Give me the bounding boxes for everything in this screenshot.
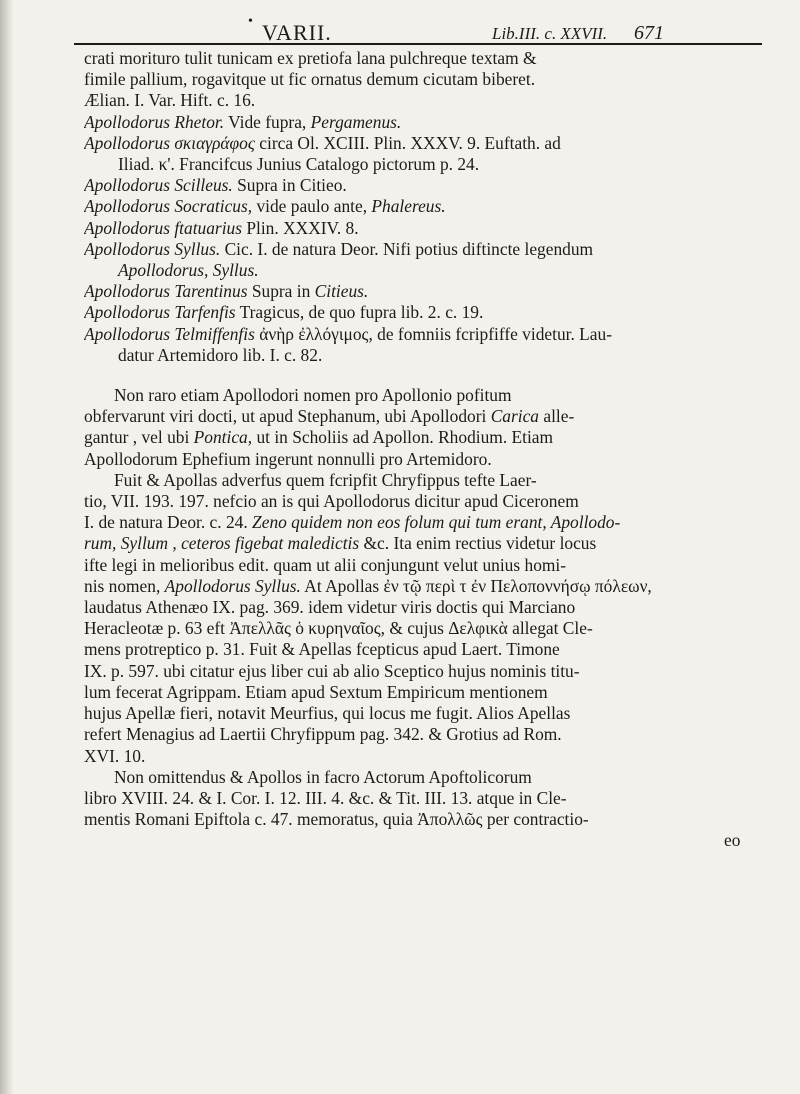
text-line [84, 555, 760, 576]
text-line [84, 809, 760, 830]
text-line [84, 239, 760, 260]
text-line [84, 470, 760, 491]
italic-text: Apollodorus Scilleus. [84, 175, 233, 196]
italic-text: Apollodorus Socraticus, [84, 196, 253, 217]
text-run: crati morituro tulit tunicam ex pretiofa lana pulchreque textam & [84, 48, 537, 68]
text-line [84, 281, 760, 302]
italic-text: Apollodorus Rhetor. [84, 111, 225, 132]
text-line [84, 302, 760, 323]
italic-text: Apollodorus Tarentinus [84, 281, 248, 302]
text-run: Plin. XXXIV. 8. [242, 217, 359, 238]
text-line [84, 449, 760, 470]
text-run: At Apollas ἐν τῷ περὶ τ ἐν Πελοποννήσῳ πόλεων, [300, 575, 652, 596]
italic-text: Carica [490, 406, 539, 427]
italic-text: Pontica, [193, 427, 253, 448]
italic-text: Apollodorus σκιαγράφος [84, 132, 255, 153]
text-line [84, 154, 760, 175]
chapter-reference: Lib.III. c. XXVII. [492, 24, 608, 43]
text-line [84, 703, 760, 724]
text-run: ut in Scholiis ad Apollon. Rhodium. Etiam [252, 427, 554, 448]
text-line [84, 90, 760, 111]
text-line [84, 324, 760, 345]
text-run: mens protreptico p. 31. Fuit & Apellas fcepticus apud Laert. Timone [84, 639, 560, 660]
text-run: I. de natura Deor. c. 24. [84, 512, 253, 533]
text-line [84, 69, 760, 90]
header-rule [74, 43, 762, 45]
header-mark: • [248, 14, 253, 29]
text-line [84, 682, 760, 703]
italic-text: Pergamenus. [310, 111, 402, 132]
text-line [84, 576, 760, 597]
italic-text: Citieus. [314, 281, 369, 302]
text-line [84, 597, 760, 618]
text-run: Heracleotæ p. 63 eft Ἀπελλᾶς ὁ κυρηναῖος, & cujus Δελφικὰ allegat Cle- [84, 618, 593, 639]
text-line [84, 406, 760, 427]
paragraph-gap [84, 366, 760, 385]
text-line [84, 385, 760, 406]
running-title: VARII. [262, 20, 332, 45]
text-run: ifte legi in melioribus edit. quam ut alii conjungunt velut unius homi- [84, 554, 567, 575]
text-run: alle- [539, 406, 575, 427]
text-run: Iliad. κ'. Francifcus Junius Catalogo pictorum p. 24. [118, 154, 480, 175]
text-run: XVI. 10. [84, 745, 146, 766]
text-run: laudatus Athenæo IX. pag. 369. idem videtur viris doctis qui Marciano [84, 597, 576, 618]
text-run: Non omittendus & Apollos in facro Actorum Apoftolicorum [114, 766, 532, 787]
text-line [84, 218, 760, 239]
text-run: &c. Ita enim rectius videtur locus [359, 533, 597, 554]
text-run: ἀνὴρ ἐλλόγιμος, de fomniis fcripfiffe videtur. Lau- [254, 323, 613, 344]
text-line [84, 533, 760, 554]
text-run: Cic. I. de natura Deor. Nifi potius diftincte legendum [220, 238, 594, 259]
page-body [84, 48, 760, 852]
text-run: hujus Apellæ fieri, notavit Meurfius, qui locus me fugit. Alios Apellas [84, 703, 571, 724]
text-run: Supra in [247, 281, 315, 302]
text-run: libro XVIII. 24. & I. Cor. I. 12. III. 4. &c. & Tit. III. 13. atque in Cle- [84, 787, 567, 808]
text-line [84, 175, 760, 196]
text-run: nis nomen, [84, 575, 165, 596]
page-gutter [0, 0, 14, 1094]
text-run: Non raro etiam Apollodori nomen pro Apollonio pofitum [114, 385, 512, 406]
text-run: gantur , vel ubi [84, 427, 194, 448]
text-line [84, 427, 760, 448]
italic-text: Apollodorus ftatuarius [84, 217, 242, 238]
text-run: tio, VII. 193. 197. nefcio an is qui Apollodorus dicitur apud Ciceronem [84, 491, 579, 512]
text-run: Ælian. I. Var. Hift. c. 16. [84, 90, 256, 111]
italic-text: Apollodorus Syllus. [84, 238, 221, 259]
text-run: Apollodorum Ephefium ingerunt nonnulli pro Artemidoro. [84, 448, 492, 469]
page-header [36, 14, 770, 45]
text-run: IX. p. 597. ubi citatur ejus liber cui ab alio Sceptico hujus nominis titu- [84, 660, 580, 681]
italic-text: Apollodorus Tarfenfis [84, 302, 236, 323]
text-line [84, 512, 760, 533]
text-line [84, 112, 760, 133]
text-run: Vide fupra, [224, 111, 311, 132]
italic-text: Phalereus. [371, 196, 446, 217]
text-line [84, 639, 760, 660]
italic-text: rum, Syllum , ceteros figebat maledictis [84, 533, 360, 554]
italic-text: Apollodorus Telmiffenfis [84, 323, 255, 344]
text-line [84, 196, 760, 217]
text-line [84, 788, 760, 809]
text-line [84, 830, 760, 851]
text-line [84, 260, 760, 281]
text-line [84, 661, 760, 682]
text-run: eo [724, 830, 741, 851]
text-run: fimile pallium, rogavitque ut fic ornatus demum cicutam biberet. [84, 69, 536, 90]
text-line [84, 618, 760, 639]
page-number: 671 [634, 22, 664, 44]
text-line [84, 746, 760, 767]
text-run: lum fecerat Agrippam. Etiam apud Sextum Empiricum mentionem [84, 681, 548, 702]
text-run: circa Ol. XCIII. Plin. XXXV. 9. Euftath. ad [254, 132, 561, 153]
text-run: refert Menagius ad Laertii Chryfippum pag. 342. & Grotius ad Rom. [84, 724, 562, 745]
text-line [84, 48, 760, 69]
text-line [84, 491, 760, 512]
text-line [84, 767, 760, 788]
text-line [84, 345, 760, 366]
text-run: mentis Romani Epiftola c. 47. memoratus, quia Ἀπολλῶς per contractio- [84, 809, 589, 830]
text-run: Supra in Citieo. [232, 175, 347, 196]
italic-text: Zeno quidem non eos folum qui tum erant, Apollodo- [252, 512, 621, 533]
text-run: Fuit & Apollas adverfus quem fcripfit Chryfippus tefte Laer- [114, 469, 537, 490]
text-line [84, 133, 760, 154]
text-run: vide paulo ante, [252, 196, 372, 217]
italic-text: Apollodorus Syllus. [164, 575, 301, 596]
text-run: obfervarunt viri docti, ut apud Stephanum, ubi Apollodori [84, 406, 491, 427]
italic-text: Apollodorus, Syllus. [118, 260, 259, 281]
text-run: datur Artemidoro lib. I. c. 82. [118, 344, 323, 365]
text-line [84, 724, 760, 745]
text-run: Tragicus, de quo fupra lib. 2. c. 19. [235, 302, 484, 323]
